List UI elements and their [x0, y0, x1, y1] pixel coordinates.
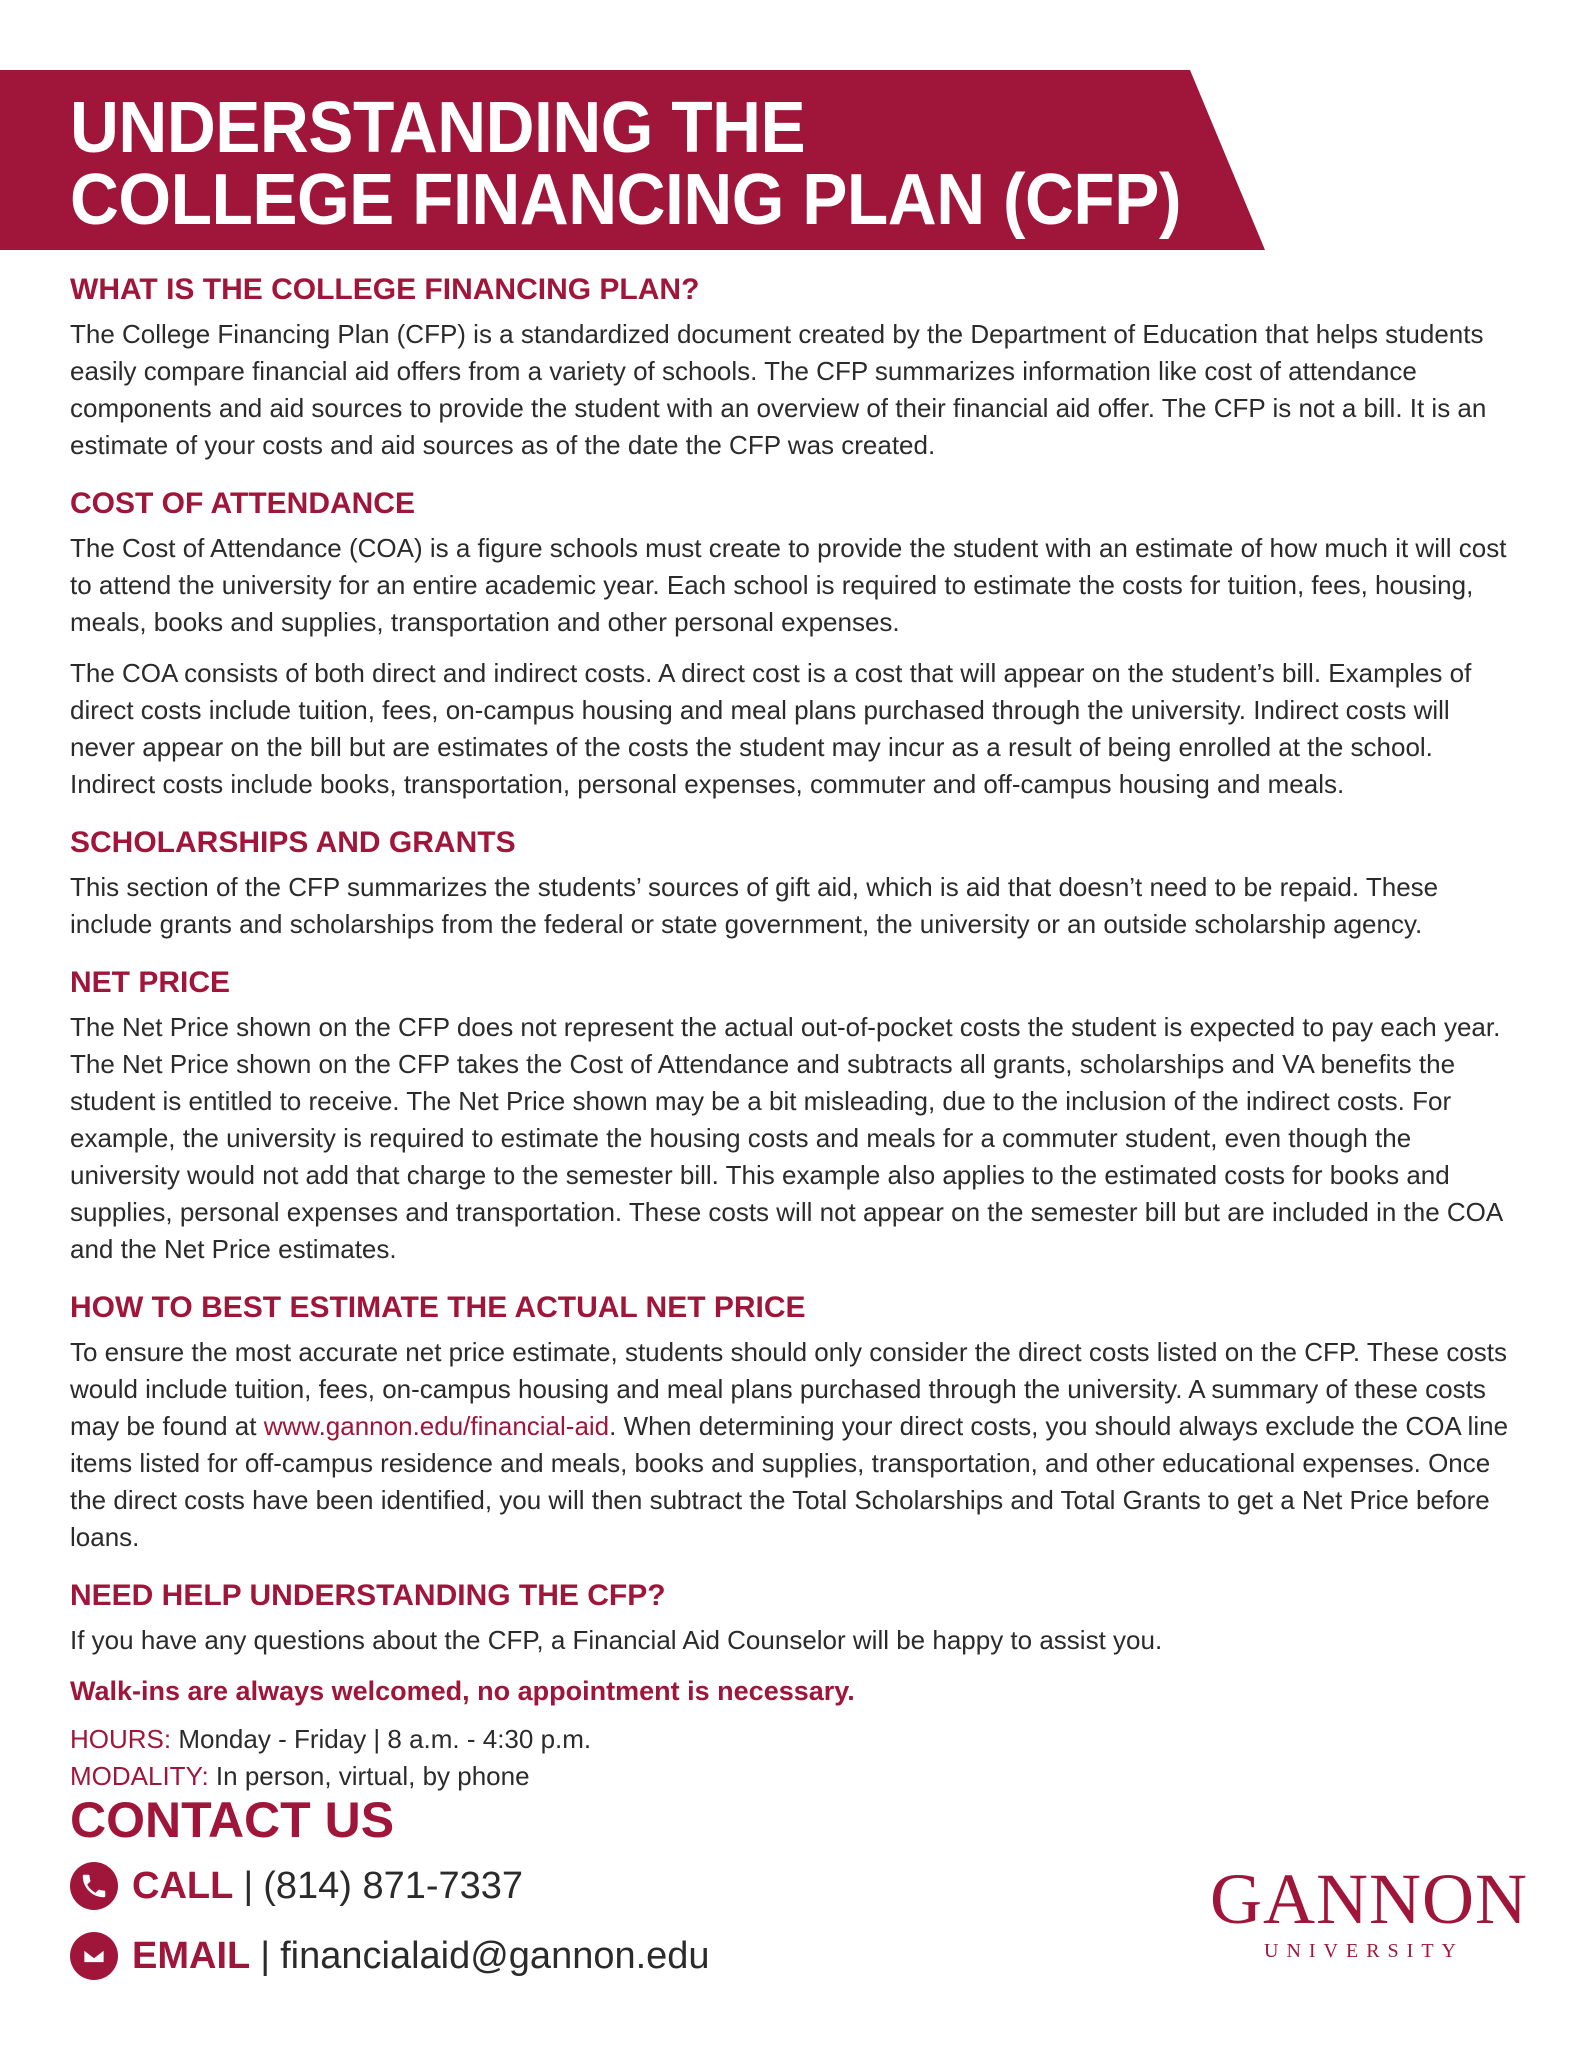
- section-body: The Cost of Attendance (COA) is a figure schools must create to provide the student with an estimate of how much it will cost to attend the university for an entire academic year. Each school is required to estimate the costs for tuition, fees, housing, meals, books and supplies, transportation and other personal expenses.: [70, 533, 1507, 637]
- email-address[interactable]: financialaid@gannon.edu: [280, 1935, 710, 1977]
- phone-icon: [70, 1862, 118, 1910]
- section-what-is: [70, 272, 1520, 464]
- section-cost-of-attendance: [70, 486, 1520, 803]
- section-heading: COST OF ATTENDANCE: [70, 487, 415, 520]
- hours-label: HOURS:: [70, 1724, 172, 1754]
- phone-number[interactable]: (814) 871-7337: [263, 1865, 524, 1907]
- section-body: The Net Price shown on the CFP does not represent the actual out-of-pocket costs the student is expected to pay each year. The Net Price shown on the CFP takes the Cost of Attendance and subtracts all grants, scholarships and VA benefits the student is entitled to receive. The Net Price shown may be a bit misleading, due to the inclusion of the indirect costs. For example, the university is required to estimate the housing costs and meals for a commuter student, even though the university would not add that charge to the semester bill. This example also applies to the estimated costs for books and supplies, personal expenses and transportation. These costs will not appear on the semester bill but are included in the COA and the Net Price estimates.: [70, 1012, 1502, 1264]
- walkin-notice: Walk-ins are always welcomed, no appointment is necessary.: [70, 1676, 855, 1706]
- section-body: The College Financing Plan (CFP) is a standardized document created by the Department of Education that helps students easily compare financial aid offers from a variety of schools. The CFP summarizes information like cost of attendance components and aid sources to provide the student with an overview of their financial aid offer. The CFP is not a bill. It is an estimate of your costs and aid sources as of the date the CFP was created.: [70, 319, 1487, 460]
- envelope-icon: [70, 1932, 118, 1980]
- section-body: [70, 1334, 1520, 1556]
- financial-aid-link[interactable]: www.gannon.edu/financial-aid: [263, 1411, 610, 1441]
- section-scholarships: [70, 825, 1520, 943]
- logo-name: GANNON: [1210, 1859, 1528, 1939]
- body-text: To ensure the most accurate net price estimate, students should only consider the direct costs listed on the CFP. These costs would include tuition, fees, on-campus housing and meal plans purchased through the university. A summary of these costs may be found at: [70, 1337, 1508, 1441]
- section-body: The COA consists of both direct and indirect costs. A direct cost is a cost that will appear on the student’s bill. Examples of direct costs include tuition, fees, on-campus housing and meal plans purchased through the university. Indirect costs will never appear on the bill but are estimates of the costs the student may incur as a result of being enrolled at the school. Indirect costs include books, transportation, personal expenses, commuter and off-campus housing and meals.: [70, 658, 1472, 799]
- section-heading: SCHOLARSHIPS AND GRANTS: [70, 826, 516, 859]
- gannon-logo: [1210, 1859, 1528, 1963]
- section-heading: WHAT IS THE COLLEGE FINANCING PLAN?: [70, 273, 700, 306]
- section-body: This section of the CFP summarizes the students’ sources of gift aid, which is aid that doesn’t need to be repaid. These include grants and scholarships from the federal or state government, the university or an outside scholarship agency.: [70, 872, 1439, 939]
- page-title-line2: COLLEGE FINANCING PLAN (CFP): [70, 160, 1182, 240]
- body-text: . When determining your direct costs, you should always exclude the COA line items listed for off-campus residence and meals, books and supplies, transportation, and other educational expenses. Once the direct costs have been identified, you will then subtract the Total Scholarships and Total Grants to get a Net Price before loans.: [70, 1411, 1509, 1552]
- contact-email: [70, 1932, 710, 1980]
- section-heading: NET PRICE: [70, 966, 231, 999]
- section-net-price: [70, 965, 1520, 1268]
- hours-line: [70, 1721, 1520, 1758]
- section-heading: HOW TO BEST ESTIMATE THE ACTUAL NET PRICE: [70, 1291, 806, 1324]
- hours-value: Monday - Friday | 8 a.m. - 4:30 p.m.: [171, 1724, 592, 1754]
- modality-value: In person, virtual, by phone: [208, 1761, 530, 1791]
- email-label: EMAIL: [132, 1935, 251, 1977]
- separator: |: [243, 1865, 254, 1907]
- logo-subtitle: UNIVERSITY: [1264, 1940, 1464, 1962]
- call-label: CALL: [132, 1865, 234, 1907]
- separator: |: [260, 1935, 271, 1977]
- section-heading: NEED HELP UNDERSTANDING THE CFP?: [70, 1579, 666, 1612]
- modality-label: MODALITY:: [70, 1761, 209, 1791]
- page-title-line1: UNDERSTANDING THE: [70, 88, 806, 168]
- section-body: If you have any questions about the CFP, a Financial Aid Counselor will be happy to assist you.: [70, 1625, 1163, 1655]
- contact-call: [70, 1862, 523, 1910]
- page-title: [70, 88, 1182, 240]
- main-content: [70, 272, 1520, 1817]
- contact-title: CONTACT US: [70, 1792, 395, 1848]
- section-help: [70, 1578, 1520, 1795]
- section-estimate: [70, 1290, 1520, 1556]
